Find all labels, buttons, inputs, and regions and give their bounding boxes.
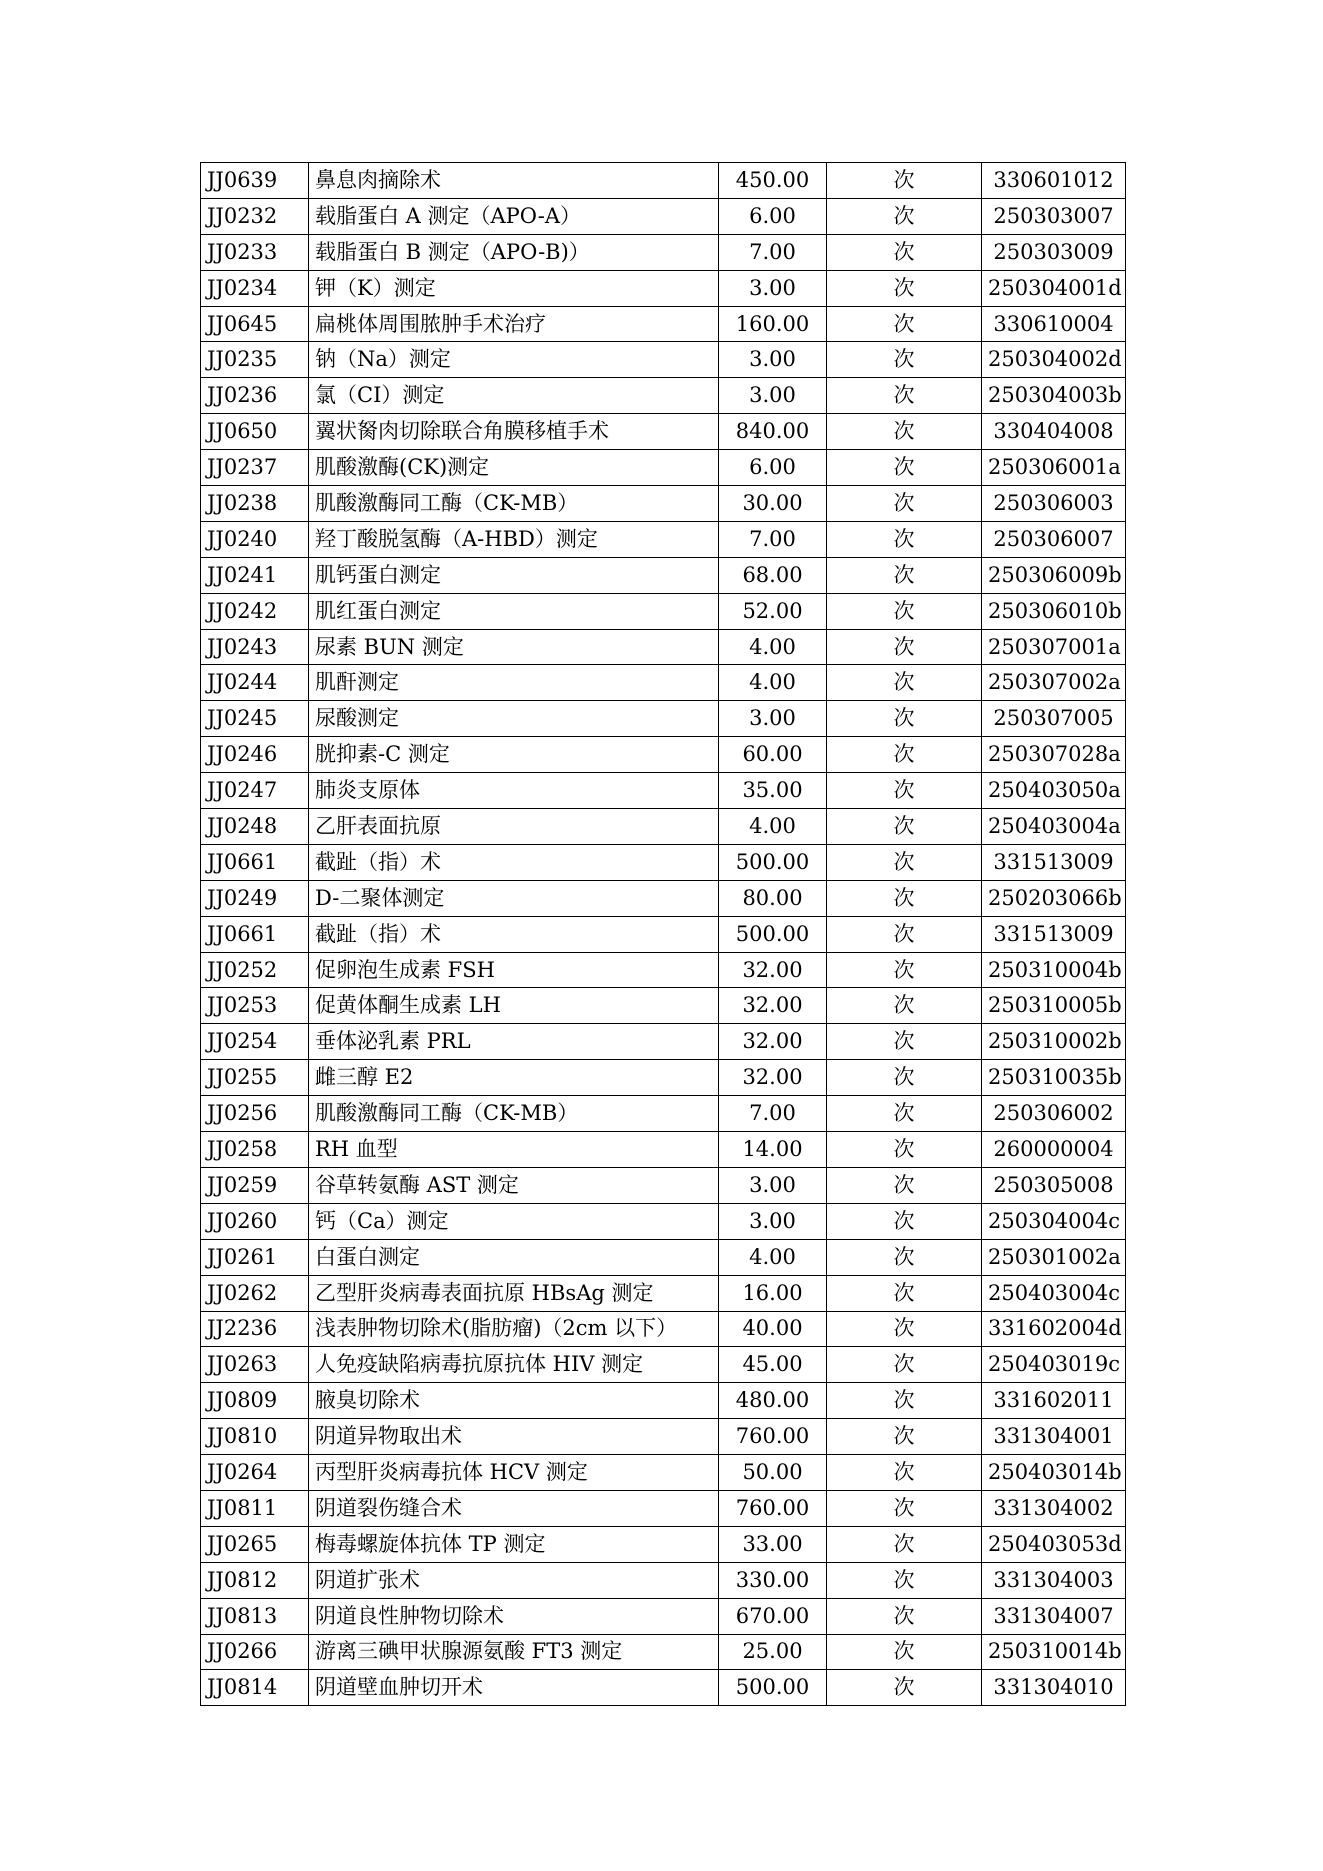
price-cell: 480.00 xyxy=(719,1383,827,1419)
table-row xyxy=(201,1167,1126,1203)
item-code-cell: JJ0809 xyxy=(201,1383,309,1419)
price-cell: 3.00 xyxy=(719,378,827,414)
unit-cell: 次 xyxy=(827,234,982,270)
item-name-cell: 腋臭切除术 xyxy=(309,1383,719,1419)
unit-cell: 次 xyxy=(827,809,982,845)
standard-code-cell: 331602004d xyxy=(982,1311,1126,1347)
standard-code-cell: 250403050a xyxy=(982,773,1126,809)
item-name-cell: 阴道壁血肿切开术 xyxy=(309,1670,719,1706)
price-cell: 500.00 xyxy=(719,844,827,880)
unit-cell: 次 xyxy=(827,952,982,988)
table-row xyxy=(201,809,1126,845)
item-code-cell: JJ0814 xyxy=(201,1670,309,1706)
standard-code-cell: 250403004c xyxy=(982,1275,1126,1311)
item-code-cell: JJ0645 xyxy=(201,306,309,342)
standard-code-cell: 331513009 xyxy=(982,844,1126,880)
standard-code-cell: 250304003b xyxy=(982,378,1126,414)
table-row xyxy=(201,1311,1126,1347)
item-name-cell: 载脂蛋白 A 测定（APO-A） xyxy=(309,198,719,234)
item-name-cell: 肺炎支原体 xyxy=(309,773,719,809)
item-name-cell: RH 血型 xyxy=(309,1132,719,1168)
table-row xyxy=(201,629,1126,665)
table-row xyxy=(201,1239,1126,1275)
unit-cell: 次 xyxy=(827,737,982,773)
standard-code-cell: 250403014b xyxy=(982,1455,1126,1491)
price-cell: 50.00 xyxy=(719,1455,827,1491)
item-name-cell: 肌酸激酶同工酶（CK-MB） xyxy=(309,1096,719,1132)
unit-cell: 次 xyxy=(827,557,982,593)
price-cell: 40.00 xyxy=(719,1311,827,1347)
table-row xyxy=(201,593,1126,629)
item-name-cell: 鼻息肉摘除术 xyxy=(309,163,719,199)
item-code-cell: JJ0639 xyxy=(201,163,309,199)
item-name-cell: 翼状胬肉切除联合角膜移植手术 xyxy=(309,414,719,450)
price-cell: 840.00 xyxy=(719,414,827,450)
item-code-cell: JJ0254 xyxy=(201,1024,309,1060)
item-name-cell: 载脂蛋白 B 测定（APO-B)） xyxy=(309,234,719,270)
unit-cell: 次 xyxy=(827,1490,982,1526)
item-code-cell: JJ0263 xyxy=(201,1347,309,1383)
item-name-cell: 阴道扩张术 xyxy=(309,1562,719,1598)
unit-cell: 次 xyxy=(827,306,982,342)
standard-code-cell: 250307002a xyxy=(982,665,1126,701)
table-row xyxy=(201,1598,1126,1634)
table-row xyxy=(201,342,1126,378)
price-cell: 450.00 xyxy=(719,163,827,199)
item-name-cell: 乙型肝炎病毒表面抗原 HBsAg 测定 xyxy=(309,1275,719,1311)
item-code-cell: JJ0241 xyxy=(201,557,309,593)
standard-code-cell: 250307028a xyxy=(982,737,1126,773)
table-row xyxy=(201,844,1126,880)
table-row xyxy=(201,163,1126,199)
unit-cell: 次 xyxy=(827,521,982,557)
unit-cell: 次 xyxy=(827,1060,982,1096)
unit-cell: 次 xyxy=(827,1275,982,1311)
standard-code-cell: 250301002a xyxy=(982,1239,1126,1275)
standard-code-cell: 250307001a xyxy=(982,629,1126,665)
unit-cell: 次 xyxy=(827,1132,982,1168)
price-cell: 3.00 xyxy=(719,701,827,737)
item-name-cell: 垂体泌乳素 PRL xyxy=(309,1024,719,1060)
item-name-cell: 梅毒螺旋体抗体 TP 测定 xyxy=(309,1526,719,1562)
unit-cell: 次 xyxy=(827,629,982,665)
table-row xyxy=(201,557,1126,593)
item-code-cell: JJ0262 xyxy=(201,1275,309,1311)
table-row xyxy=(201,1634,1126,1670)
standard-code-cell: 250403053d xyxy=(982,1526,1126,1562)
price-cell: 500.00 xyxy=(719,1670,827,1706)
price-cell: 4.00 xyxy=(719,629,827,665)
price-cell: 500.00 xyxy=(719,916,827,952)
table-row xyxy=(201,450,1126,486)
standard-code-cell: 250306010b xyxy=(982,593,1126,629)
price-cell: 14.00 xyxy=(719,1132,827,1168)
price-cell: 330.00 xyxy=(719,1562,827,1598)
table-row xyxy=(201,1275,1126,1311)
standard-code-cell: 250203066b xyxy=(982,880,1126,916)
item-code-cell: JJ0661 xyxy=(201,844,309,880)
table-row xyxy=(201,486,1126,522)
item-code-cell: JJ0236 xyxy=(201,378,309,414)
unit-cell: 次 xyxy=(827,1167,982,1203)
standard-code-cell: 250403004a xyxy=(982,809,1126,845)
item-code-cell: JJ0234 xyxy=(201,270,309,306)
item-code-cell: JJ0253 xyxy=(201,988,309,1024)
price-cell: 32.00 xyxy=(719,952,827,988)
table-row xyxy=(201,1526,1126,1562)
price-cell: 3.00 xyxy=(719,1167,827,1203)
unit-cell: 次 xyxy=(827,701,982,737)
unit-cell: 次 xyxy=(827,1311,982,1347)
item-name-cell: 钙（Ca）测定 xyxy=(309,1203,719,1239)
item-code-cell: JJ0255 xyxy=(201,1060,309,1096)
unit-cell: 次 xyxy=(827,1562,982,1598)
unit-cell: 次 xyxy=(827,1347,982,1383)
item-code-cell: JJ0812 xyxy=(201,1562,309,1598)
item-code-cell: JJ0237 xyxy=(201,450,309,486)
item-name-cell: 阴道良性肿物切除术 xyxy=(309,1598,719,1634)
unit-cell: 次 xyxy=(827,1455,982,1491)
table-row xyxy=(201,1096,1126,1132)
table-row xyxy=(201,521,1126,557)
table-row xyxy=(201,1060,1126,1096)
item-code-cell: JJ0256 xyxy=(201,1096,309,1132)
item-name-cell: 浅表肿物切除术(脂肪瘤)（2cm 以下） xyxy=(309,1311,719,1347)
item-code-cell: JJ0260 xyxy=(201,1203,309,1239)
unit-cell: 次 xyxy=(827,593,982,629)
unit-cell: 次 xyxy=(827,1203,982,1239)
price-cell: 7.00 xyxy=(719,1096,827,1132)
table-row xyxy=(201,234,1126,270)
price-cell: 7.00 xyxy=(719,521,827,557)
item-code-cell: JJ0248 xyxy=(201,809,309,845)
unit-cell: 次 xyxy=(827,1526,982,1562)
item-code-cell: JJ0265 xyxy=(201,1526,309,1562)
table-row xyxy=(201,988,1126,1024)
item-name-cell: 尿素 BUN 测定 xyxy=(309,629,719,665)
price-cell: 670.00 xyxy=(719,1598,827,1634)
item-code-cell: JJ0266 xyxy=(201,1634,309,1670)
item-code-cell: JJ0245 xyxy=(201,701,309,737)
unit-cell: 次 xyxy=(827,1634,982,1670)
item-name-cell: 钾（K）测定 xyxy=(309,270,719,306)
price-cell: 4.00 xyxy=(719,1239,827,1275)
item-name-cell: 阴道裂伤缝合术 xyxy=(309,1490,719,1526)
unit-cell: 次 xyxy=(827,773,982,809)
price-cell: 160.00 xyxy=(719,306,827,342)
standard-code-cell: 250305008 xyxy=(982,1167,1126,1203)
standard-code-cell: 250303007 xyxy=(982,198,1126,234)
unit-cell: 次 xyxy=(827,198,982,234)
standard-code-cell: 250307005 xyxy=(982,701,1126,737)
table-row xyxy=(201,1024,1126,1060)
item-code-cell: JJ0243 xyxy=(201,629,309,665)
standard-code-cell: 250310014b xyxy=(982,1634,1126,1670)
item-name-cell: 促黄体酮生成素 LH xyxy=(309,988,719,1024)
standard-code-cell: 250304001d xyxy=(982,270,1126,306)
unit-cell: 次 xyxy=(827,1419,982,1455)
unit-cell: 次 xyxy=(827,414,982,450)
table-row xyxy=(201,270,1126,306)
standard-code-cell: 250310005b xyxy=(982,988,1126,1024)
price-cell: 32.00 xyxy=(719,1060,827,1096)
standard-code-cell: 250306002 xyxy=(982,1096,1126,1132)
item-code-cell: JJ0240 xyxy=(201,521,309,557)
item-name-cell: 羟丁酸脱氢酶（A-HBD）测定 xyxy=(309,521,719,557)
price-cell: 33.00 xyxy=(719,1526,827,1562)
unit-cell: 次 xyxy=(827,486,982,522)
unit-cell: 次 xyxy=(827,270,982,306)
standard-code-cell: 250310035b xyxy=(982,1060,1126,1096)
item-code-cell: JJ0811 xyxy=(201,1490,309,1526)
table-row xyxy=(201,1670,1126,1706)
item-name-cell: 人免疫缺陷病毒抗原抗体 HIV 测定 xyxy=(309,1347,719,1383)
price-cell: 4.00 xyxy=(719,665,827,701)
unit-cell: 次 xyxy=(827,1096,982,1132)
standard-code-cell: 250403019c xyxy=(982,1347,1126,1383)
item-name-cell: 截趾（指）术 xyxy=(309,916,719,952)
item-name-cell: 乙肝表面抗原 xyxy=(309,809,719,845)
item-code-cell: JJ0661 xyxy=(201,916,309,952)
item-code-cell: JJ0247 xyxy=(201,773,309,809)
item-name-cell: 游离三碘甲状腺源氨酸 FT3 测定 xyxy=(309,1634,719,1670)
price-cell: 4.00 xyxy=(719,809,827,845)
item-name-cell: 氯（CI）测定 xyxy=(309,378,719,414)
standard-code-cell: 250306009b xyxy=(982,557,1126,593)
price-cell: 68.00 xyxy=(719,557,827,593)
item-code-cell: JJ0650 xyxy=(201,414,309,450)
price-cell: 6.00 xyxy=(719,198,827,234)
item-code-cell: JJ0258 xyxy=(201,1132,309,1168)
item-code-cell: JJ0261 xyxy=(201,1239,309,1275)
standard-code-cell: 331304002 xyxy=(982,1490,1126,1526)
price-cell: 32.00 xyxy=(719,1024,827,1060)
standard-code-cell: 250303009 xyxy=(982,234,1126,270)
standard-code-cell: 331513009 xyxy=(982,916,1126,952)
table-row xyxy=(201,1203,1126,1239)
price-cell: 760.00 xyxy=(719,1419,827,1455)
item-code-cell: JJ0235 xyxy=(201,342,309,378)
unit-cell: 次 xyxy=(827,844,982,880)
unit-cell: 次 xyxy=(827,342,982,378)
item-name-cell: 尿酸测定 xyxy=(309,701,719,737)
price-cell: 52.00 xyxy=(719,593,827,629)
table-row xyxy=(201,737,1126,773)
table-row xyxy=(201,916,1126,952)
standard-code-cell: 250304004c xyxy=(982,1203,1126,1239)
unit-cell: 次 xyxy=(827,1598,982,1634)
standard-code-cell: 330610004 xyxy=(982,306,1126,342)
item-code-cell: JJ0238 xyxy=(201,486,309,522)
item-code-cell: JJ0813 xyxy=(201,1598,309,1634)
item-code-cell: JJ0232 xyxy=(201,198,309,234)
price-cell: 32.00 xyxy=(719,988,827,1024)
item-name-cell: 白蛋白测定 xyxy=(309,1239,719,1275)
price-cell: 35.00 xyxy=(719,773,827,809)
item-name-cell: 肌酐测定 xyxy=(309,665,719,701)
table-row xyxy=(201,1347,1126,1383)
standard-code-cell: 331602011 xyxy=(982,1383,1126,1419)
table-row xyxy=(201,1419,1126,1455)
unit-cell: 次 xyxy=(827,1239,982,1275)
unit-cell: 次 xyxy=(827,1024,982,1060)
unit-cell: 次 xyxy=(827,880,982,916)
standard-code-cell: 250306001a xyxy=(982,450,1126,486)
standard-code-cell: 331304003 xyxy=(982,1562,1126,1598)
standard-code-cell: 250304002d xyxy=(982,342,1126,378)
item-code-cell: JJ0249 xyxy=(201,880,309,916)
unit-cell: 次 xyxy=(827,1670,982,1706)
unit-cell: 次 xyxy=(827,163,982,199)
item-code-cell: JJ0810 xyxy=(201,1419,309,1455)
table-row xyxy=(201,414,1126,450)
item-name-cell: 胱抑素-C 测定 xyxy=(309,737,719,773)
item-name-cell: D-二聚体测定 xyxy=(309,880,719,916)
item-code-cell: JJ0246 xyxy=(201,737,309,773)
table-row xyxy=(201,1455,1126,1491)
standard-code-cell: 330404008 xyxy=(982,414,1126,450)
standard-code-cell: 331304010 xyxy=(982,1670,1126,1706)
standard-code-cell: 250310004b xyxy=(982,952,1126,988)
item-name-cell: 促卵泡生成素 FSH xyxy=(309,952,719,988)
table-row xyxy=(201,1562,1126,1598)
standard-code-cell: 331304001 xyxy=(982,1419,1126,1455)
item-name-cell: 肌酸激酶(CK)测定 xyxy=(309,450,719,486)
standard-code-cell: 250306003 xyxy=(982,486,1126,522)
price-cell: 760.00 xyxy=(719,1490,827,1526)
table-row xyxy=(201,880,1126,916)
standard-code-cell: 250306007 xyxy=(982,521,1126,557)
standard-code-cell: 250310002b xyxy=(982,1024,1126,1060)
unit-cell: 次 xyxy=(827,988,982,1024)
unit-cell: 次 xyxy=(827,1383,982,1419)
unit-cell: 次 xyxy=(827,450,982,486)
price-cell: 7.00 xyxy=(719,234,827,270)
unit-cell: 次 xyxy=(827,916,982,952)
table-row xyxy=(201,665,1126,701)
item-name-cell: 阴道异物取出术 xyxy=(309,1419,719,1455)
table-row xyxy=(201,1383,1126,1419)
table-row xyxy=(201,952,1126,988)
table-row xyxy=(201,701,1126,737)
item-name-cell: 谷草转氨酶 AST 测定 xyxy=(309,1167,719,1203)
price-cell: 25.00 xyxy=(719,1634,827,1670)
price-cell: 80.00 xyxy=(719,880,827,916)
standard-code-cell: 331304007 xyxy=(982,1598,1126,1634)
item-code-cell: JJ0242 xyxy=(201,593,309,629)
item-name-cell: 钠（Na）测定 xyxy=(309,342,719,378)
item-name-cell: 扁桃体周围脓肿手术治疗 xyxy=(309,306,719,342)
price-cell: 30.00 xyxy=(719,486,827,522)
item-code-cell: JJ0233 xyxy=(201,234,309,270)
table-row xyxy=(201,378,1126,414)
table-row xyxy=(201,1132,1126,1168)
table-row xyxy=(201,1490,1126,1526)
item-code-cell: JJ0244 xyxy=(201,665,309,701)
price-cell: 3.00 xyxy=(719,1203,827,1239)
unit-cell: 次 xyxy=(827,665,982,701)
price-cell: 16.00 xyxy=(719,1275,827,1311)
price-cell: 3.00 xyxy=(719,342,827,378)
price-cell: 45.00 xyxy=(719,1347,827,1383)
item-name-cell: 肌钙蛋白测定 xyxy=(309,557,719,593)
item-name-cell: 雌三醇 E2 xyxy=(309,1060,719,1096)
item-name-cell: 丙型肝炎病毒抗体 HCV 测定 xyxy=(309,1455,719,1491)
price-cell: 6.00 xyxy=(719,450,827,486)
price-table xyxy=(200,162,1126,1706)
unit-cell: 次 xyxy=(827,378,982,414)
standard-code-cell: 330601012 xyxy=(982,163,1126,199)
table-body xyxy=(201,163,1126,1706)
item-name-cell: 肌酸激酶同工酶（CK-MB） xyxy=(309,486,719,522)
item-name-cell: 截趾（指）术 xyxy=(309,844,719,880)
table-row xyxy=(201,198,1126,234)
table-row xyxy=(201,306,1126,342)
table-row xyxy=(201,773,1126,809)
item-code-cell: JJ0259 xyxy=(201,1167,309,1203)
price-cell: 60.00 xyxy=(719,737,827,773)
standard-code-cell: 260000004 xyxy=(982,1132,1126,1168)
item-code-cell: JJ0252 xyxy=(201,952,309,988)
item-name-cell: 肌红蛋白测定 xyxy=(309,593,719,629)
item-code-cell: JJ2236 xyxy=(201,1311,309,1347)
item-code-cell: JJ0264 xyxy=(201,1455,309,1491)
price-cell: 3.00 xyxy=(719,270,827,306)
